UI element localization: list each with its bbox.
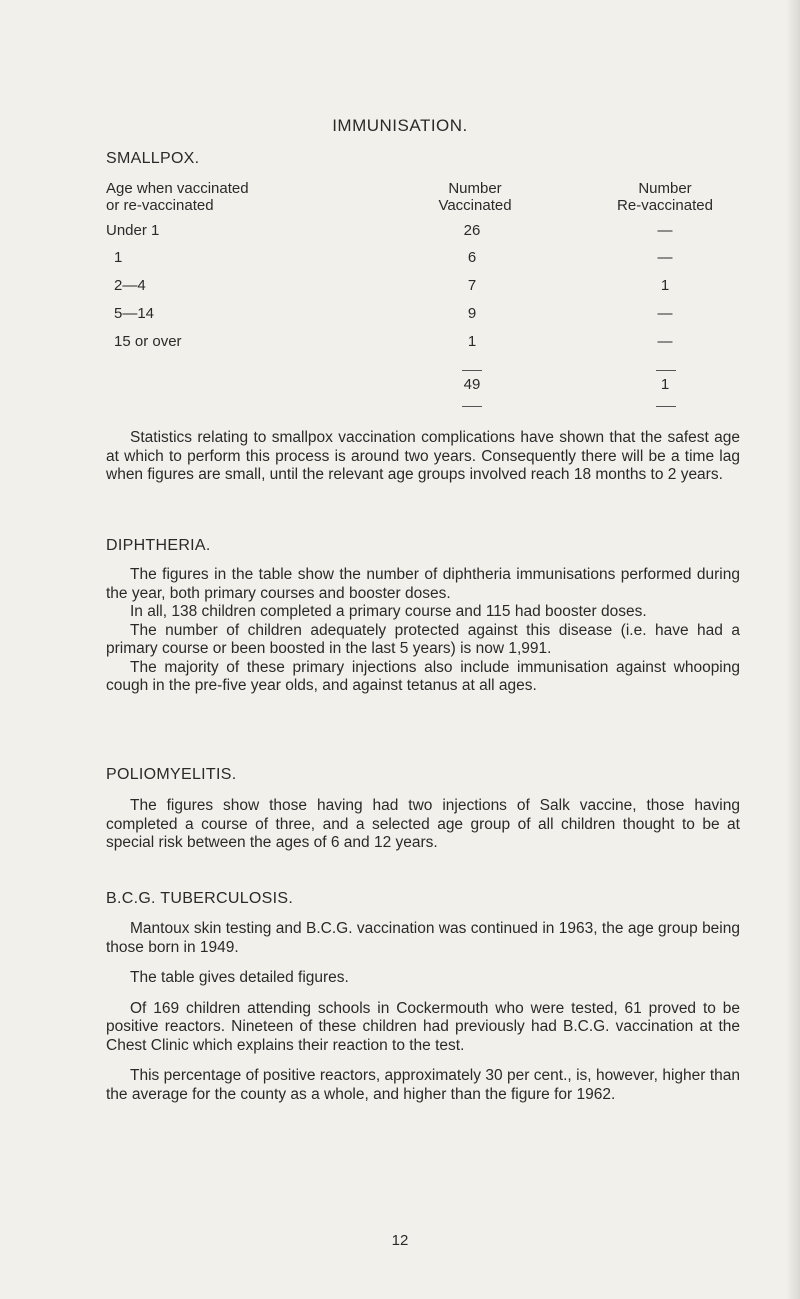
row-vaccinated: 1	[467, 333, 477, 350]
poliomyelitis-paragraph: The figures show those having had two injections of Salk vaccine, those having completed a course of three, and a selected age group of all children thought to be at special risk between the ages of 6 and 12 years.	[106, 797, 740, 851]
bcg-heading: B.C.G. TUBERCULOSIS.	[106, 890, 294, 907]
row-revaccinated: —	[657, 222, 673, 239]
table-header-vaccinated-line1: Number	[448, 180, 502, 197]
row-age: Under 1	[106, 222, 160, 239]
table-header-revaccinated-line1: Number	[638, 180, 692, 197]
bcg-paragraph: Of 169 children attending schools in Cockermouth who were tested, 61 proved to be positive reactors. Nineteen of these children had previously had B.C.G. vaccination at the Chest Clinic which explains their reaction to the test.	[106, 999, 740, 1054]
total-rule-bottom	[656, 406, 676, 407]
page-edge-shadow	[786, 0, 800, 1299]
table-header-revaccinated-line2: Re-vaccinated	[617, 197, 713, 214]
diphtheria-paragraph: The majority of these primary injections also include immunisation against whooping cough in the pre-five year olds, and against tetanus at all ages.	[106, 658, 740, 694]
poliomyelitis-heading: POLIOMYELITIS.	[106, 766, 237, 783]
page-number: 12	[391, 1232, 409, 1249]
diphtheria-paragraph: The figures in the table show the number of diphtheria immunisations performed during the year, both primary courses and booster doses.	[106, 566, 740, 602]
total-revaccinated: 1	[660, 376, 670, 393]
table-header-age-line2: or re-vaccinated	[106, 197, 214, 214]
total-rule-bottom	[462, 406, 482, 407]
row-revaccinated: —	[657, 305, 673, 322]
row-revaccinated: 1	[660, 277, 670, 294]
row-age: 15 or over	[114, 333, 182, 350]
table-header-vaccinated-line2: Vaccinated	[438, 197, 512, 214]
row-age: 1	[114, 249, 123, 266]
row-vaccinated: 7	[467, 277, 477, 294]
bcg-body	[106, 920, 740, 1104]
row-age: 2—4	[114, 277, 146, 294]
smallpox-paragraph: Statistics relating to smallpox vaccination complications have shown that the safest age at which to perform this process is around two years. Consequently there will be a time lag when figures are small, until the relevant age groups involved reach 18 months to 2 years.	[106, 429, 740, 483]
bcg-paragraph: Mantoux skin testing and B.C.G. vaccination was continued in 1963, the age group being those born in 1949.	[106, 920, 740, 956]
diphtheria-paragraph: In all, 138 children completed a primary course and 115 had booster doses.	[130, 603, 647, 620]
bcg-paragraph: The table gives detailed figures.	[130, 969, 349, 986]
total-rule-top	[656, 370, 676, 371]
row-vaccinated: 26	[463, 222, 481, 239]
diphtheria-body	[106, 566, 740, 696]
row-age: 5—14	[114, 305, 155, 322]
page-title: IMMUNISATION.	[332, 116, 468, 135]
bcg-paragraph: This percentage of positive reactors, approximately 30 per cent., is, however, higher than the average for the county as a whole, and higher than the figure for 1962.	[106, 1067, 740, 1103]
row-revaccinated: —	[657, 333, 673, 350]
total-rule-top	[462, 370, 482, 371]
row-vaccinated: 6	[467, 249, 477, 266]
diphtheria-heading: DIPHTHERIA.	[106, 537, 211, 554]
row-vaccinated: 9	[467, 305, 477, 322]
smallpox-heading: SMALLPOX.	[106, 150, 200, 167]
table-header-age-line1: Age when vaccinated	[106, 180, 249, 197]
total-vaccinated: 49	[463, 376, 481, 393]
row-revaccinated: —	[657, 249, 673, 266]
diphtheria-paragraph: The number of children adequately protected against this disease (i.e. have had a primary course or been boosted in the last 5 years) is now 1,991.	[106, 621, 740, 657]
